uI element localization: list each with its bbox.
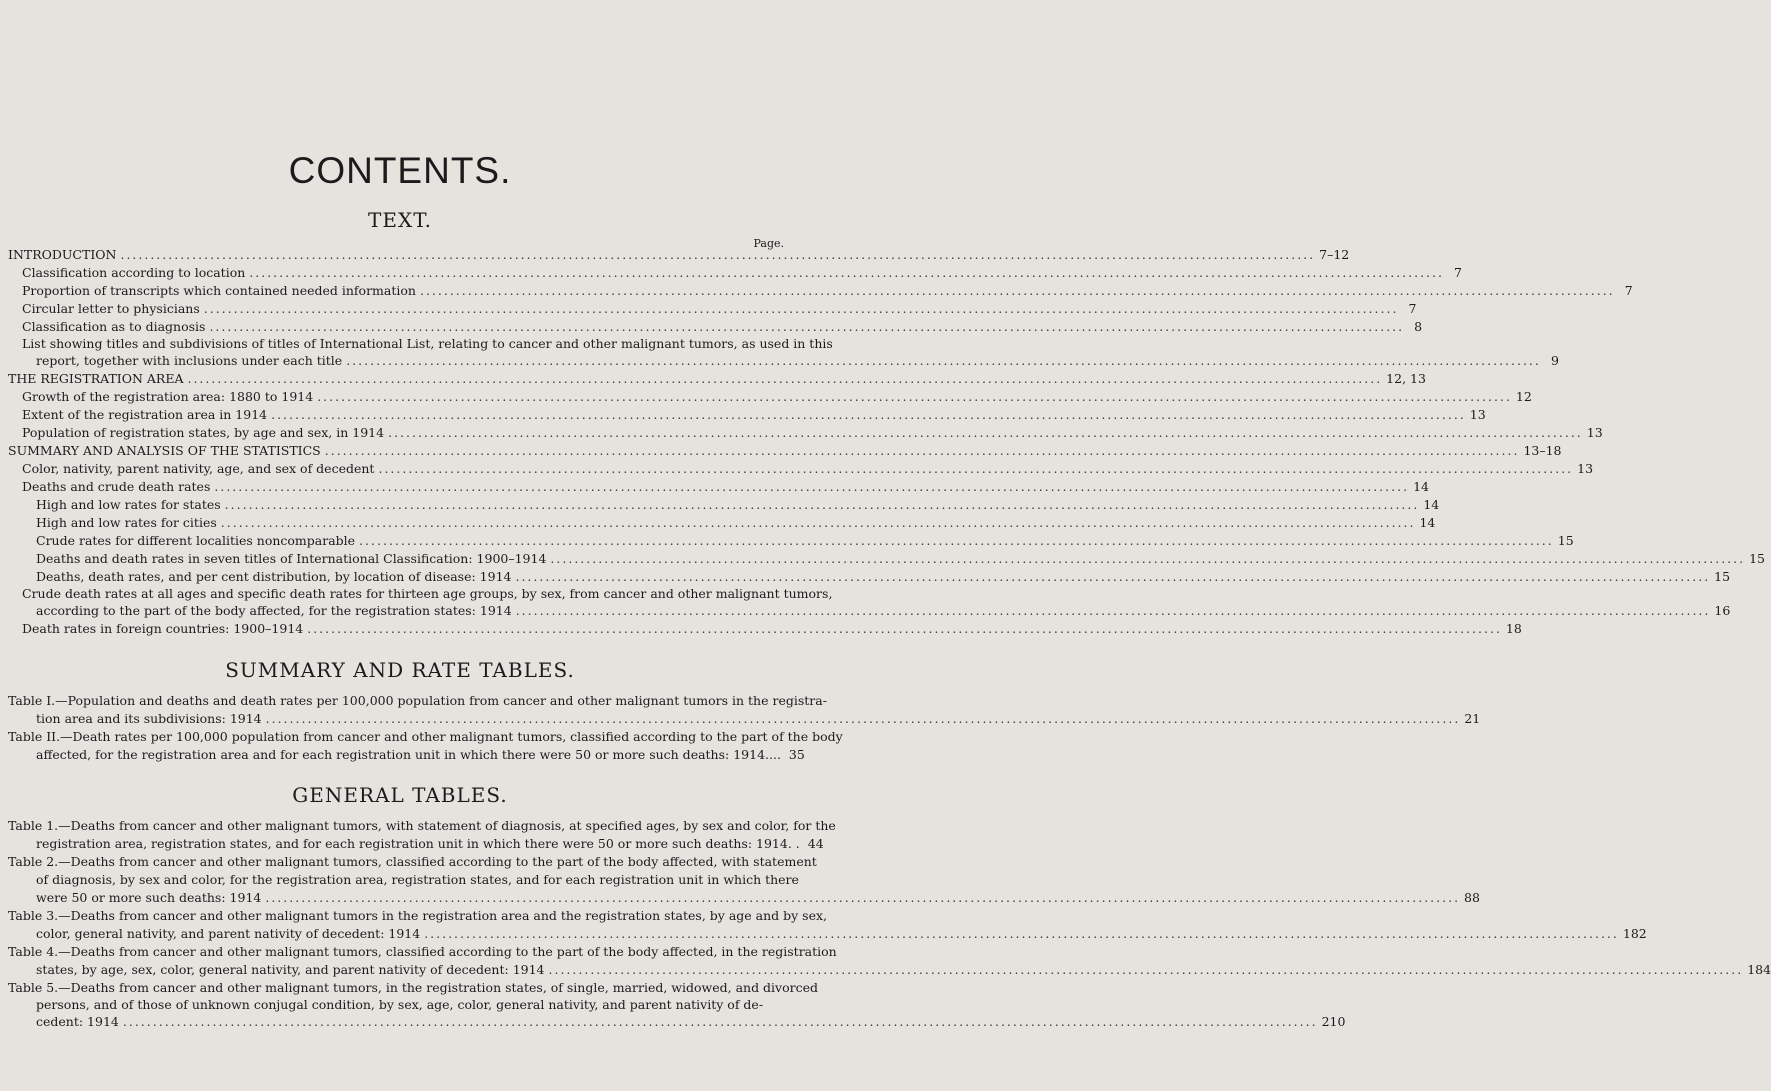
toc-entry[interactable]: Deaths and death rates in seven titles of International Classification: 1900–1914 ........................................................................................................................................................................................................ 15 [36,551,1766,566]
toc-entry[interactable]: Color, nativity, parent nativity, age, and sex of decedent ........................................................................................................................................................................................................ 13 [22,461,1594,476]
general-section-heading: GENERAL TABLES. [292,783,508,807]
toc-entry[interactable]: Growth of the registration area: 1880 to 1914 ........................................................................................................................................................................................................ 12 [22,389,1532,404]
toc-entry[interactable]: states, by age, sex, color, general nativity, and parent nativity of decedent: 1914 ........................................................................................................................................................................................................ 184 [36,962,1771,977]
toc-entry[interactable]: Crude rates for different localities noncomparable ........................................................................................................................................................................................................ 15 [36,533,1574,548]
toc-entry[interactable]: were 50 or more such deaths: 1914 ........................................................................................................................................................................................................ 88 [36,890,1480,905]
toc-entry-line: Table I.—Population and deaths and death rates per 100,000 population from cancer and other malignant tumors in the registra- [8,693,827,708]
page-column-label: Page. [753,237,784,250]
page-title: CONTENTS. [288,150,512,191]
toc-entry-line: Table 3.—Deaths from cancer and other malignant tumors in the registration area and the registration states, by age and by sex, [8,908,827,923]
text-section-heading: TEXT. [368,208,432,232]
toc-entry-line: of diagnosis, by sex and color, for the registration area, registration states, and for each registration unit in which there [36,872,799,887]
toc-entry[interactable]: Extent of the registration area in 1914 ........................................................................................................................................................................................................ 13 [22,407,1486,422]
summary-section-heading: SUMMARY AND RATE TABLES. [225,658,575,682]
toc-entry[interactable]: SUMMARY AND ANALYSIS OF THE STATISTICS ........................................................................................................................................................................................................ 13–18 [8,443,1562,458]
toc-entry-line: Table 4.—Deaths from cancer and other malignant tumors, classified according to the part of the body affected, in the registration [8,944,837,959]
toc-entry-line: List showing titles and subdivisions of titles of International List, relating to cancer and other malignant tumors, as used in this [22,336,833,351]
toc-entry[interactable]: according to the part of the body affected, for the registration states: 1914 ........................................................................................................................................................................................................ 16 [36,603,1731,618]
toc-entry[interactable]: tion area and its subdivisions: 1914 ........................................................................................................................................................................................................ 21 [36,711,1481,726]
toc-entry-line: Table II.—Death rates per 100,000 population from cancer and other malignant tumors, classified according to the part of the body [8,729,843,744]
toc-entry-line: Table 5.—Deaths from cancer and other malignant tumors, in the registration states, of single, married, widowed, and divorced [8,980,819,995]
toc-entry[interactable]: High and low rates for states ........................................................................................................................................................................................................ 14 [36,497,1440,512]
toc-entry[interactable]: Circular letter to physicians ........................................................................................................................................................................................................ 7 [22,301,1417,316]
toc-entry-line: Table 2.—Deaths from cancer and other malignant tumors, classified according to the part of the body affected, with statement [8,854,817,869]
toc-entry[interactable]: Proportion of transcripts which contained needed information ........................................................................................................................................................................................................ 7 [22,283,1633,298]
toc-entry[interactable]: High and low rates for cities ........................................................................................................................................................................................................ 14 [36,515,1436,530]
toc-entry[interactable]: affected, for the registration area and for each registration unit in which there were 50 or more such deaths: 1914.... 35 [36,747,805,762]
toc-entry[interactable]: Death rates in foreign countries: 1900–1914 ........................................................................................................................................................................................................ 18 [22,621,1522,636]
toc-entry[interactable]: registration area, registration states, and for each registration unit in which there were 50 or more such deaths: 1914. . 44 [36,836,824,851]
toc-entry-line: persons, and of those of unknown conjugal condition, by sex, age, color, general nativity, and parent nativity of de- [36,997,764,1012]
toc-entry[interactable]: cedent: 1914 ........................................................................................................................................................................................................ 210 [36,1014,1346,1029]
toc-entry[interactable]: Population of registration states, by age and sex, in 1914 ........................................................................................................................................................................................................ 13 [22,425,1603,440]
toc-entry[interactable]: THE REGISTRATION AREA ........................................................................................................................................................................................................ 12, 13 [8,371,1426,386]
toc-entry[interactable]: Deaths, death rates, and per cent distribution, by location of disease: 1914 ........................................................................................................................................................................................................ 15 [36,569,1731,584]
toc-entry[interactable]: report, together with inclusions under each title ........................................................................................................................................................................................................ 9 [36,353,1559,368]
toc-entry[interactable]: INTRODUCTION ........................................................................................................................................................................................................ 7–12 [8,247,1350,262]
toc-entry[interactable]: Classification as to diagnosis ........................................................................................................................................................................................................ 8 [22,319,1423,334]
toc-entry-line: Table 1.—Deaths from cancer and other malignant tumors, with statement of diagnosis, at specified ages, by sex and color, for the [8,818,836,833]
toc-entry[interactable]: Classification according to location ........................................................................................................................................................................................................ 7 [22,265,1462,280]
toc-entry[interactable]: Deaths and crude death rates ........................................................................................................................................................................................................ 14 [22,479,1429,494]
toc-entry-line: Crude death rates at all ages and specific death rates for thirteen age groups, by sex, from cancer and other malignant tumors, [22,586,833,601]
toc-entry[interactable]: color, general nativity, and parent nativity of decedent: 1914 ........................................................................................................................................................................................................ 182 [36,926,1647,941]
